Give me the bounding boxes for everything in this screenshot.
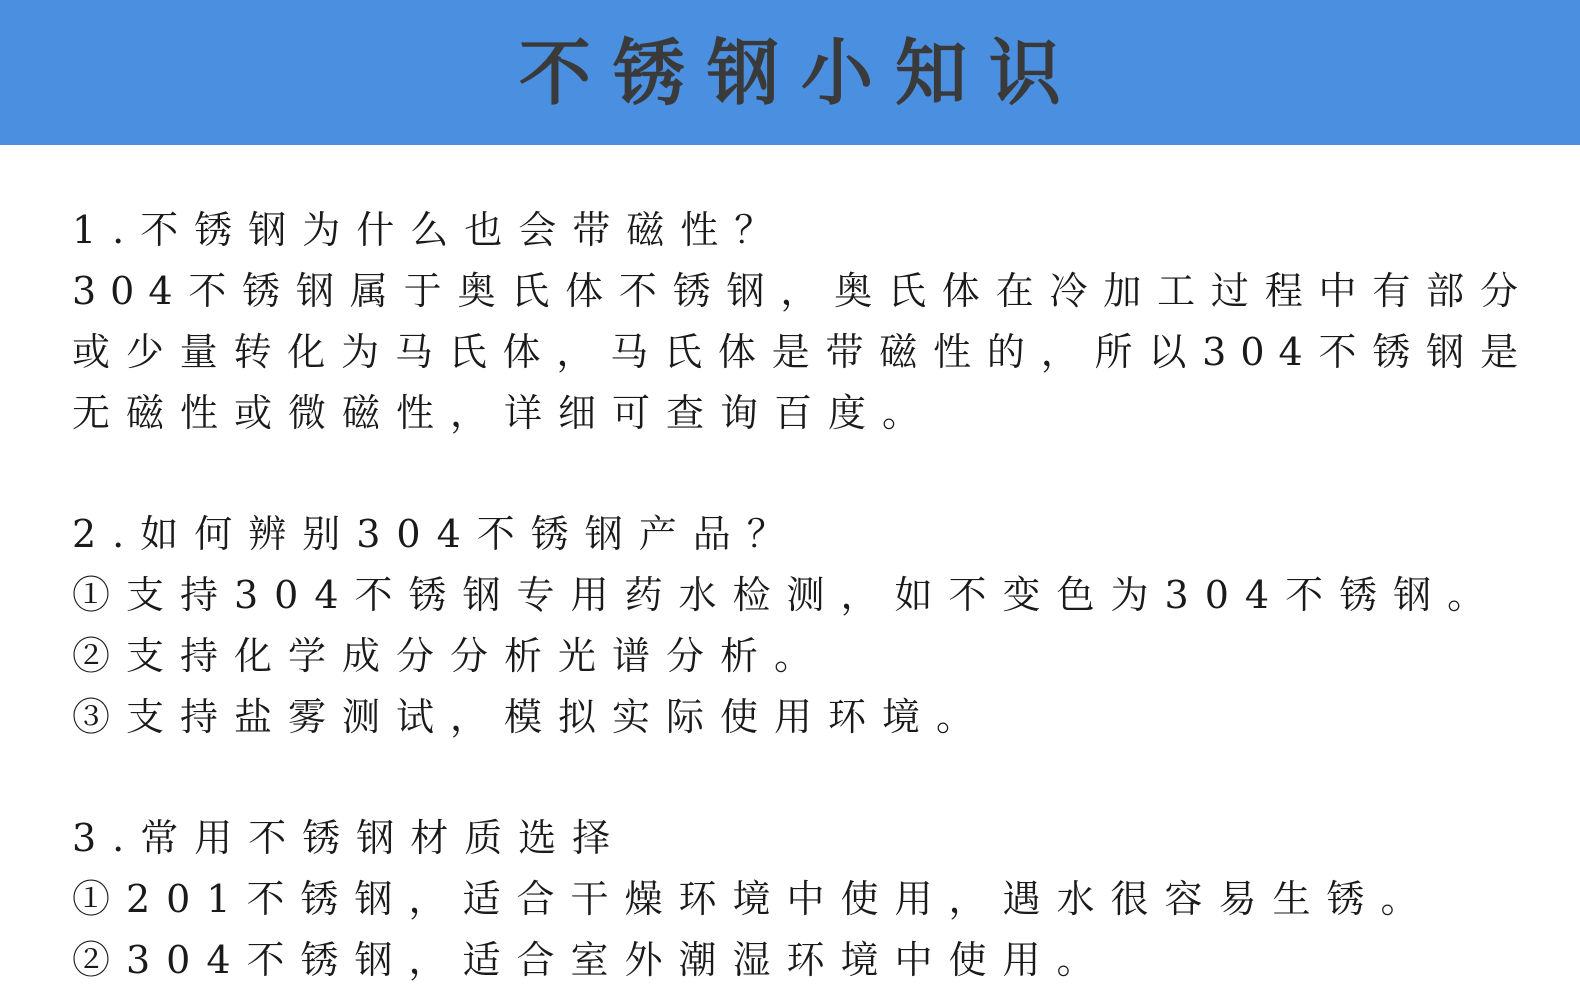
list-item: ②支持化学成分分析光谱分析。 xyxy=(72,634,829,678)
list-item: ①支持304不锈钢专用药水检测，如不变色为304不锈钢。 xyxy=(72,573,1502,617)
section-identify-304 xyxy=(72,504,1532,748)
section-material-choice xyxy=(72,808,1532,991)
section-magnetism xyxy=(72,200,1532,444)
paragraph-line: 无磁性或微磁性，详细可查询百度。 xyxy=(72,391,937,435)
section-heading: 2.如何辨别304不锈钢产品？ xyxy=(72,512,801,556)
list-item: ③支持盐雾测试，模拟实际使用环境。 xyxy=(72,695,991,739)
list-item: ②304不锈钢，适合室外潮湿环境中使用。 xyxy=(72,938,1111,982)
paragraph-line: 或少量转化为马氏体，马氏体是带磁性的，所以304不锈钢是 xyxy=(72,330,1532,374)
section-heading: 1.不锈钢为什么也会带磁性？ xyxy=(72,208,789,252)
section-heading: 3.常用不锈钢材质选择 xyxy=(72,816,627,860)
content-area xyxy=(72,200,1532,1000)
list-item: ①201不锈钢，适合干燥环境中使用，遇水很容易生锈。 xyxy=(72,877,1435,921)
paragraph-line: 304不锈钢属于奥氏体不锈钢，奥氏体在冷加工过程中有部分 xyxy=(72,269,1532,313)
header-banner xyxy=(0,0,1580,145)
page-title: 不锈钢小知识 xyxy=(518,29,1083,115)
